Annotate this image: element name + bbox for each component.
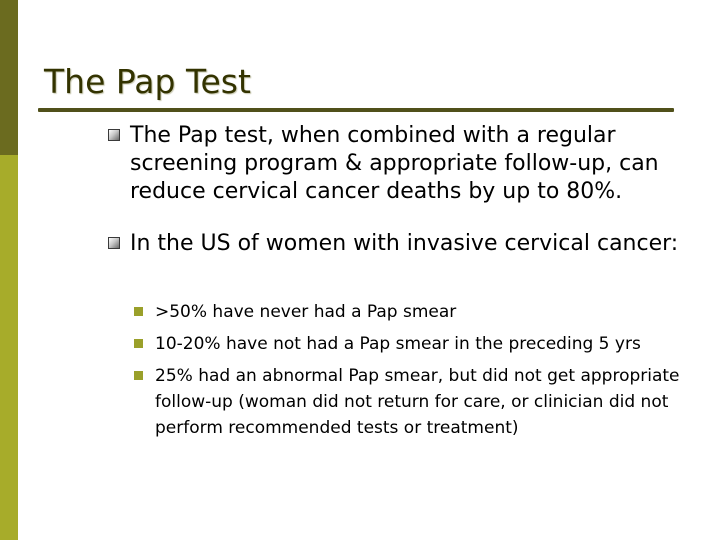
sub-bullet-item	[134, 299, 694, 325]
sub-bullet-text: 25% had an abnormal Pap smear, but did not get appropriate follow-up (woman did not return for care, or clinician did not perform recommended tests or treatment)	[155, 366, 680, 438]
sub-bullet-item	[134, 331, 694, 357]
square-bullet-icon	[108, 237, 120, 249]
square-sub-bullet-icon	[134, 307, 143, 316]
bullet-text: The Pap test, when combined with a regular screening program & appropriate follow-up, can reduce cervical cancer deaths by up to 80%.	[130, 123, 659, 204]
sub-bullet-text: 10-20% have not had a Pap smear in the preceding 5 yrs	[155, 334, 641, 354]
square-bullet-icon	[108, 129, 120, 141]
slide-title: The Pap Test	[44, 62, 251, 101]
sub-bullet-text: >50% have never had a Pap smear	[155, 302, 457, 322]
bullet-item	[108, 122, 698, 206]
square-sub-bullet-icon	[134, 371, 143, 380]
square-sub-bullet-icon	[134, 339, 143, 348]
bullet-item	[108, 230, 698, 258]
sub-bullet-item	[134, 363, 694, 441]
bullet-text: In the US of women with invasive cervical cancer:	[130, 231, 679, 256]
